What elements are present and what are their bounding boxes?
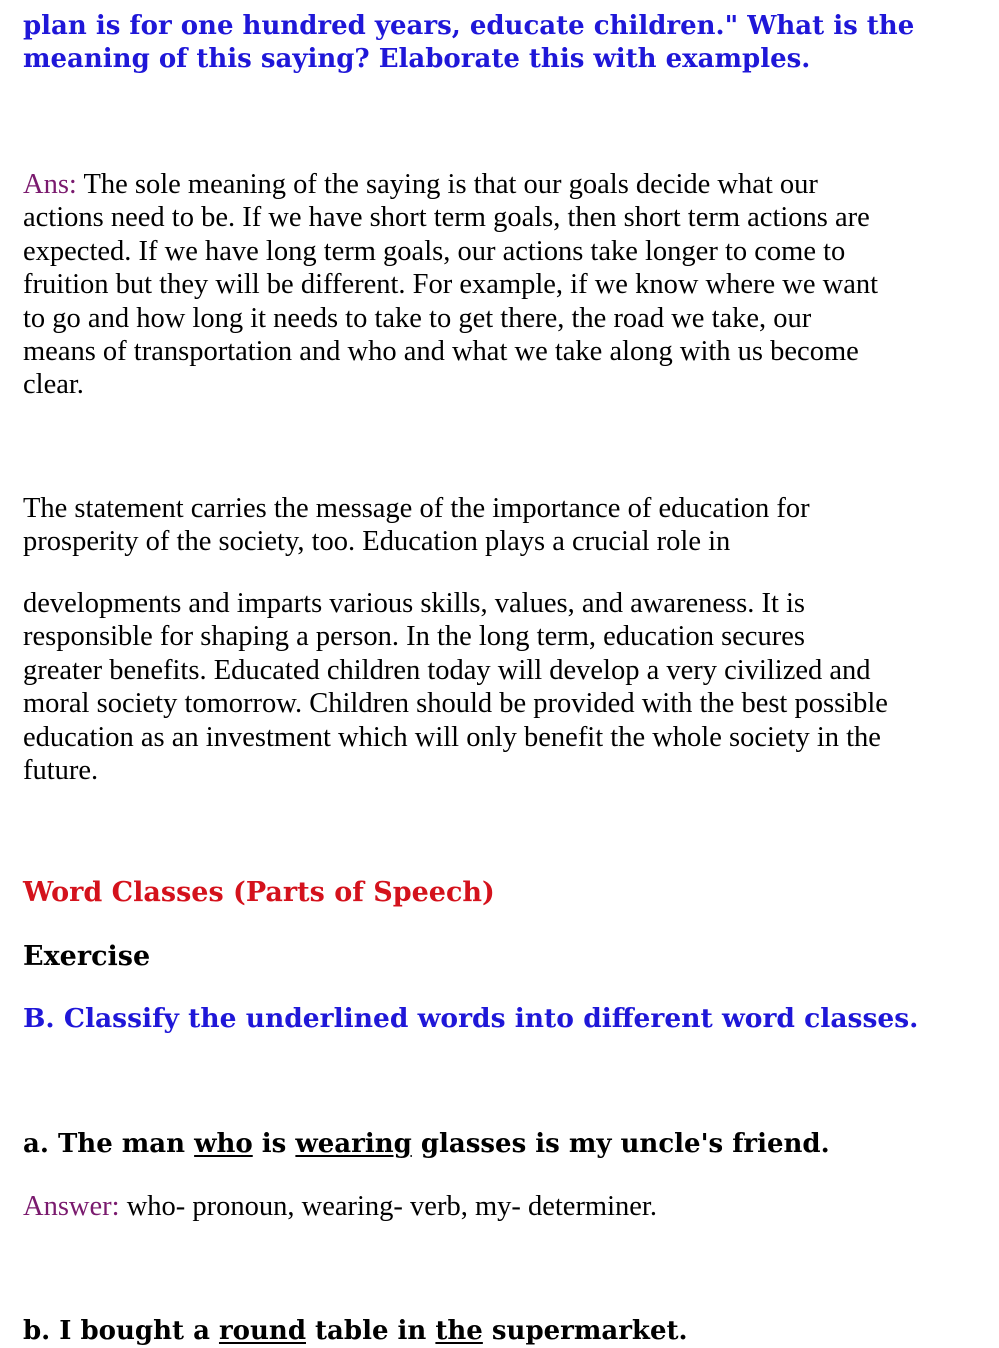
question-b-mid: table in bbox=[306, 1316, 436, 1346]
answer-line: expected. If we have long term goals, our actions take longer to come to bbox=[23, 235, 846, 267]
underlined-word: round bbox=[218, 1316, 306, 1346]
paragraph-2-line: The statement carries the message of the importance of education for bbox=[23, 493, 810, 524]
answer-line: actions need to be. If we have short term goals, then short term actions are bbox=[23, 202, 870, 234]
paragraph-2-line: prosperity of the society, too. Education plays a crucial role in bbox=[23, 526, 731, 558]
question-intro-line-1: plan is for one hundred years, educate children." What is the bbox=[23, 11, 915, 41]
exercise-instruction: B. Classify the underlined words into different word classes. bbox=[23, 1003, 919, 1034]
answer-first-line-text: The sole meaning of the saying is that our goals decide what our bbox=[76, 169, 818, 200]
answer-a bbox=[23, 1190, 657, 1223]
question-a bbox=[23, 1127, 830, 1161]
question-a-mid: is bbox=[252, 1129, 296, 1159]
answer-paragraph-1 bbox=[23, 168, 878, 402]
paragraph-3-line: future. bbox=[23, 755, 99, 787]
section-title: Word Classes (Parts of Speech) bbox=[23, 877, 495, 908]
ans-label: Ans: bbox=[23, 169, 77, 200]
question-b-prefix: b. I bought a bbox=[23, 1316, 219, 1346]
paragraph-3-line: responsible for shaping a person. In the long term, education secures bbox=[23, 621, 805, 653]
answer-a-text: who- pronoun, wearing- verb, my- determiner. bbox=[119, 1191, 657, 1222]
paragraph-3-line: education as an investment which will only benefit the whole society in the bbox=[23, 721, 881, 753]
answer-line: to go and how long it needs to take to get there, the road we take, our bbox=[23, 302, 812, 334]
answer-first-line bbox=[23, 168, 878, 201]
underlined-word: who bbox=[194, 1129, 253, 1159]
paragraph-3 bbox=[23, 587, 888, 787]
answer-line: clear. bbox=[23, 369, 84, 401]
answer-line: means of transportation and who and what we take along with us become bbox=[23, 336, 859, 368]
exercise-heading: Exercise bbox=[23, 941, 151, 972]
question-b-suffix: supermarket. bbox=[482, 1316, 688, 1346]
question-intro-line-2: meaning of this saying? Elaborate this with examples. bbox=[23, 44, 811, 74]
underlined-word: wearing bbox=[295, 1129, 412, 1159]
answer-label: Answer: bbox=[23, 1191, 120, 1222]
question-b bbox=[23, 1314, 688, 1348]
paragraph-3-line: developments and imparts various skills, values, and awareness. It is bbox=[23, 588, 805, 619]
question-intro bbox=[23, 10, 914, 76]
question-a-prefix: a. The man bbox=[23, 1129, 195, 1159]
paragraph-3-line: greater benefits. Educated children today will develop a very civilized and bbox=[23, 654, 871, 686]
question-a-suffix: glasses is my uncle's friend. bbox=[411, 1129, 830, 1159]
answer-line: fruition but they will be different. For example, if we know where we want bbox=[23, 269, 879, 301]
paragraph-3-line: moral society tomorrow. Children should be provided with the best possible bbox=[23, 688, 888, 720]
paragraph-2 bbox=[23, 492, 810, 559]
underlined-word: the bbox=[435, 1316, 483, 1346]
